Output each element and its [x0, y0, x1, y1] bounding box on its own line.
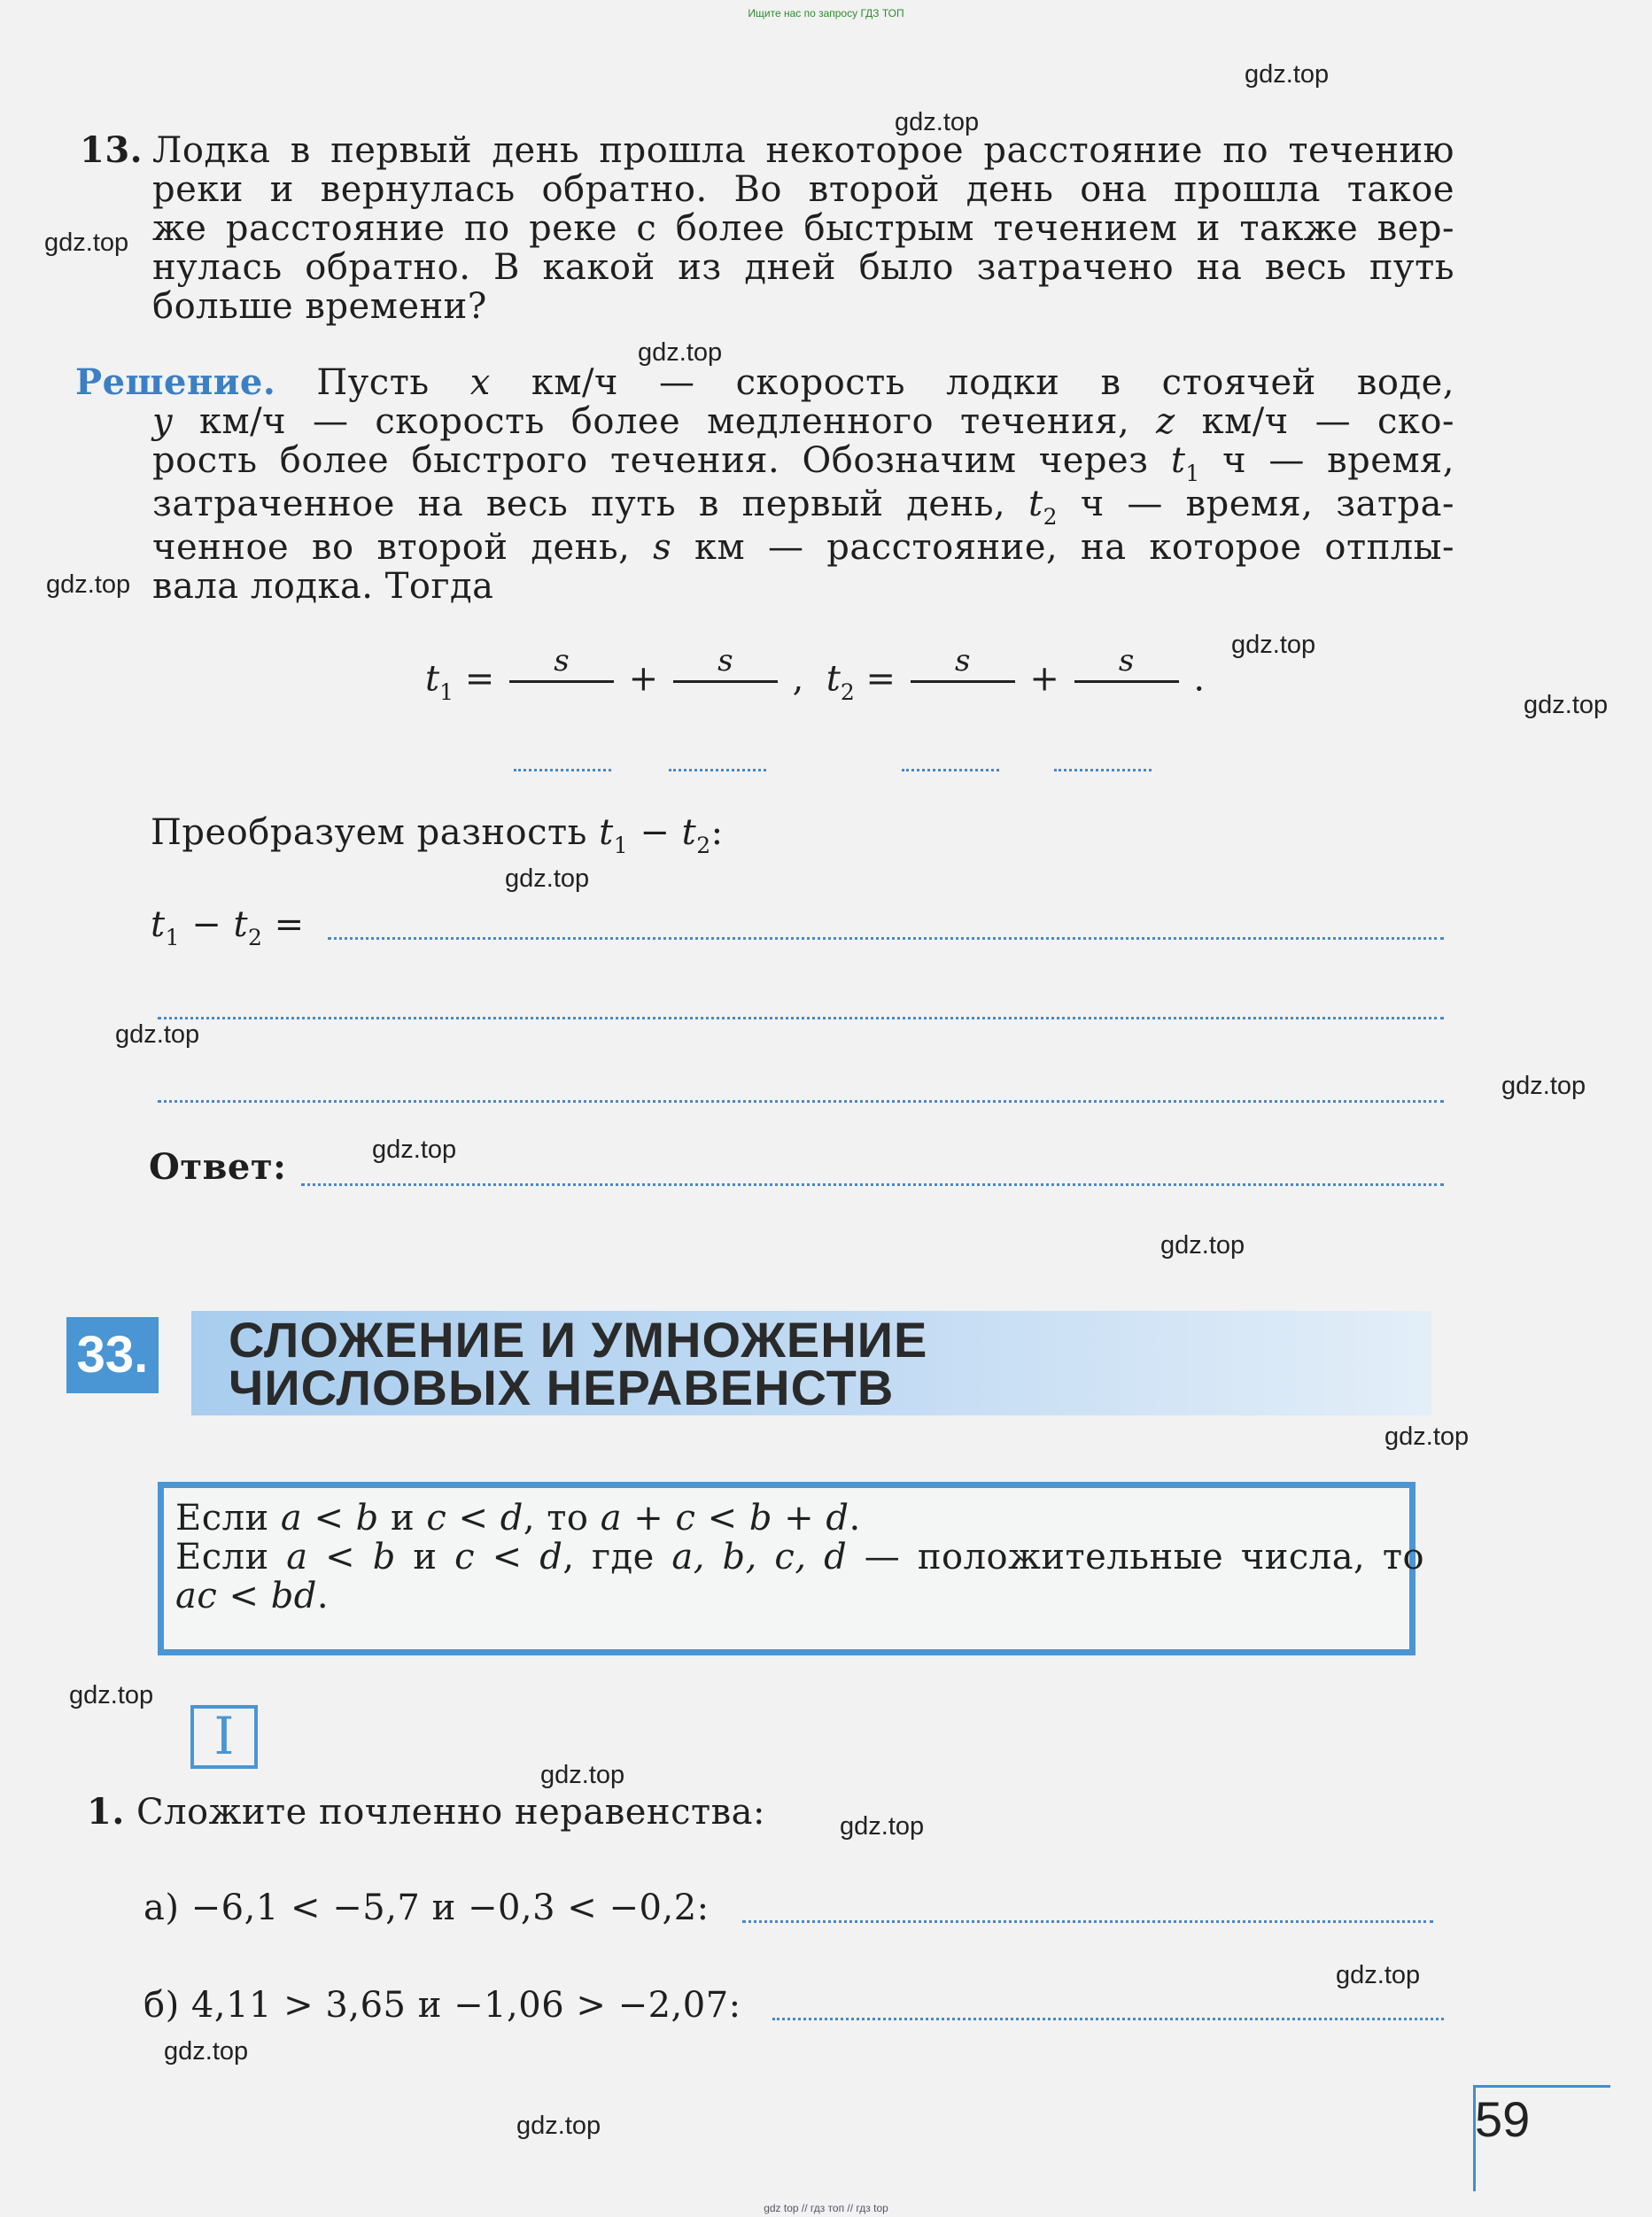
- top-banner: Ищите нас по запросу ГДЗ ТОП: [748, 7, 904, 19]
- rule-text: [175, 1499, 1424, 1616]
- watermark: gdz.top: [115, 1020, 200, 1049]
- solution-line: ченное во второй день, s км — расстояние, на которое отплы-: [152, 527, 1454, 568]
- watermark: gdz.top: [1160, 1231, 1245, 1260]
- watermark: gdz.top: [1524, 691, 1609, 719]
- watermark: gdz.top: [1245, 60, 1330, 89]
- watermark: gdz.top: [1231, 631, 1316, 659]
- answer-line[interactable]: [158, 1100, 1444, 1103]
- watermark: gdz.top: [1384, 1422, 1470, 1451]
- section-title: СЛОЖЕНИЕ И УМНОЖЕНИЕ ЧИСЛОВЫХ НЕРАВЕНСТВ: [229, 1312, 928, 1415]
- problem-number: 13.: [80, 129, 143, 171]
- denominator-blank[interactable]: [669, 769, 766, 771]
- answer-label: Ответ:: [149, 1146, 287, 1188]
- solution-label: Решение.: [75, 361, 276, 403]
- fraction: s: [1074, 645, 1179, 718]
- problem-line: нулась обратно. В какой из дней было затрачено на весь путь: [152, 247, 1454, 288]
- watermark: gdz.top: [840, 1812, 925, 1841]
- problem-line: же расстояние по реке с более быстрым течением и также вер-: [152, 208, 1454, 249]
- problem-line: Лодка в первый день прошла некоторое расстояние по течению: [152, 130, 1454, 171]
- answer-line[interactable]: [301, 1183, 1444, 1186]
- watermark: gdz.top: [516, 2112, 601, 2140]
- answer-line[interactable]: [158, 1017, 1444, 1019]
- watermark: gdz.top: [1336, 1961, 1421, 1989]
- page-number: 59: [1475, 2091, 1531, 2147]
- problem-text: [152, 131, 1454, 326]
- watermark: gdz.top: [372, 1136, 457, 1164]
- bottom-banner: gdz top // гдз топ // гдз top: [764, 2202, 888, 2214]
- answer-line[interactable]: [742, 1920, 1433, 1923]
- answer-line[interactable]: [772, 2018, 1444, 2020]
- watermark: gdz.top: [46, 570, 131, 599]
- rule-line: Если a < b и c < d, то a + c < b + d.: [175, 1498, 861, 1539]
- solution-line: вала лодка. Тогда: [152, 566, 494, 607]
- solution-line: Решение. Пусть x км/ч — скорость лодки в стоячей воде,: [75, 361, 1455, 403]
- watermark: gdz.top: [44, 229, 129, 257]
- problem-line: больше времени?: [152, 286, 487, 327]
- denominator-blank[interactable]: [514, 769, 611, 771]
- task-1a: а) −6,1 < −5,7 и −0,3 < −0,2:: [143, 1888, 710, 1928]
- difference-label: $t_1 - t_2$ =: [151, 904, 305, 950]
- denominator-blank[interactable]: [1054, 769, 1152, 771]
- problem-line: реки и вернулась обратно. Во второй день она прошла такое: [152, 169, 1454, 210]
- fraction: s: [673, 645, 778, 718]
- formula-t: $t_1$ = s + s , $t_2$ = s + s .: [425, 645, 1205, 718]
- watermark: gdz.top: [164, 2037, 249, 2066]
- denominator-blank[interactable]: [902, 769, 999, 771]
- fraction: s: [911, 645, 1015, 718]
- task-1b: б) 4,11 > 3,65 и −1,06 > −2,07:: [143, 1985, 741, 2026]
- rule-line: Если a < b и c < d, где a, b, c, d — положительные числа, то: [175, 1537, 1425, 1577]
- section-number: 33.: [66, 1317, 159, 1393]
- watermark: gdz.top: [540, 1761, 625, 1789]
- answer-line[interactable]: [328, 937, 1444, 940]
- solution-line: y км/ч — скорость более медленного течения, z км/ч — ско-: [152, 401, 1455, 442]
- watermark: gdz.top: [895, 108, 980, 136]
- watermark: gdz.top: [69, 1681, 154, 1709]
- page-corner-line: [1473, 2085, 1610, 2088]
- fraction: s: [509, 645, 614, 718]
- rule-line: ac < bd.: [175, 1576, 330, 1616]
- solution-line: рость более быстрого течения. Обозначим через $t_1$ ч — время,: [152, 440, 1455, 486]
- watermark: gdz.top: [505, 864, 590, 893]
- transform-text: Преобразуем разность $t_1 - t_2$:: [151, 812, 724, 858]
- solution-line: затраченное на весь путь в первый день, $t_2$ ч — время, затра-: [152, 484, 1454, 530]
- level-marker: I: [190, 1705, 258, 1769]
- watermark: gdz.top: [638, 338, 723, 367]
- task-1: 1. Сложите почленно неравенства:: [87, 1791, 765, 1833]
- watermark: gdz.top: [1501, 1072, 1586, 1100]
- solution: [75, 363, 1454, 606]
